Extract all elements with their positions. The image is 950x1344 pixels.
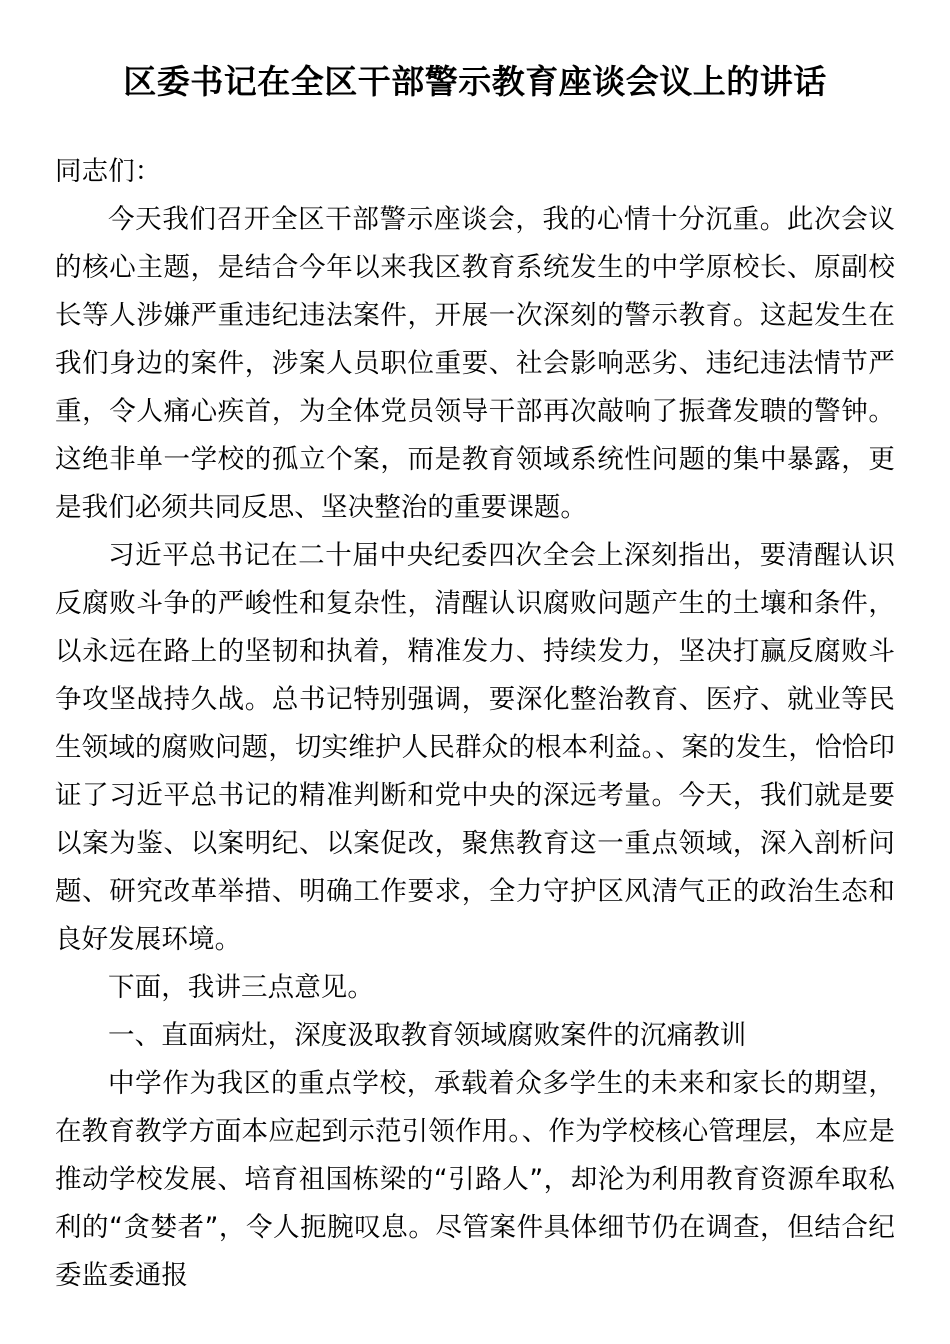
- document-body: [0, 102, 950, 1300]
- paragraph-2: 习近平总书记在二十届中央纪委四次全会上深刻指出，要清醒认识反腐败斗争的严峻性和复杂性，清醒认识腐败问题产生的土壤和条件，以永远在路上的坚韧和执着，精准发力、持续发力，坚决打赢反腐败斗争攻坚战持久战。总书记特别强调，要深化整治教育、医疗、就业等民生领域的腐败问题，切实维护人民群众的根本利益。、案的发生，恰恰印证了习近平总书记的精准判断和党中央的深远考量。今天，我们就是要以案为鉴、以案明纪、以案促改，聚焦教育这一重点领域，深入剖析问题、研究改革举措、明确工作要求，全力守护区风清气正的政治生态和良好发展环境。: [55, 539, 895, 955]
- paragraph-1: 今天我们召开全区干部警示座谈会，我的心情十分沉重。此次会议的核心主题，是结合今年以来我区教育系统发生的中学原校长、原副校长等人涉嫌严重违纪违法案件，开展一次深刻的警示教育。这起发生在我们身边的案件，涉案人员职位重要、社会影响恶劣、违纪违法情节严重，令人痛心疾首，为全体党员领导干部再次敲响了振聋发聩的警钟。这绝非单一学校的孤立个案，而是教育领域系统性问题的集中暴露，更是我们必须共同反思、坚决整治的重要课题。: [55, 203, 895, 523]
- page-title: 区委书记在全区干部警示教育座谈会议上的讲话: [123, 62, 827, 101]
- section-heading-1: 一、直面病灶，深度汲取教育领域腐败案件的沉痛教训: [108, 1019, 747, 1051]
- salutation-line: 同志们：: [55, 155, 162, 187]
- paragraph-4: 中学作为我区的重点学校，承载着众多学生的未来和家长的期望，在教育教学方面本应起到示范引领作用。、作为学校核心管理层，本应是推动学校发展、培育祖国栋梁的“引路人”，却沦为利用教育资源牟取私利的“贪婪者”，令人扼腕叹息。尽管案件具体细节仍在调查，但结合纪委监委通报: [55, 1067, 895, 1291]
- paragraph-3: 下面，我讲三点意见。: [108, 971, 374, 1003]
